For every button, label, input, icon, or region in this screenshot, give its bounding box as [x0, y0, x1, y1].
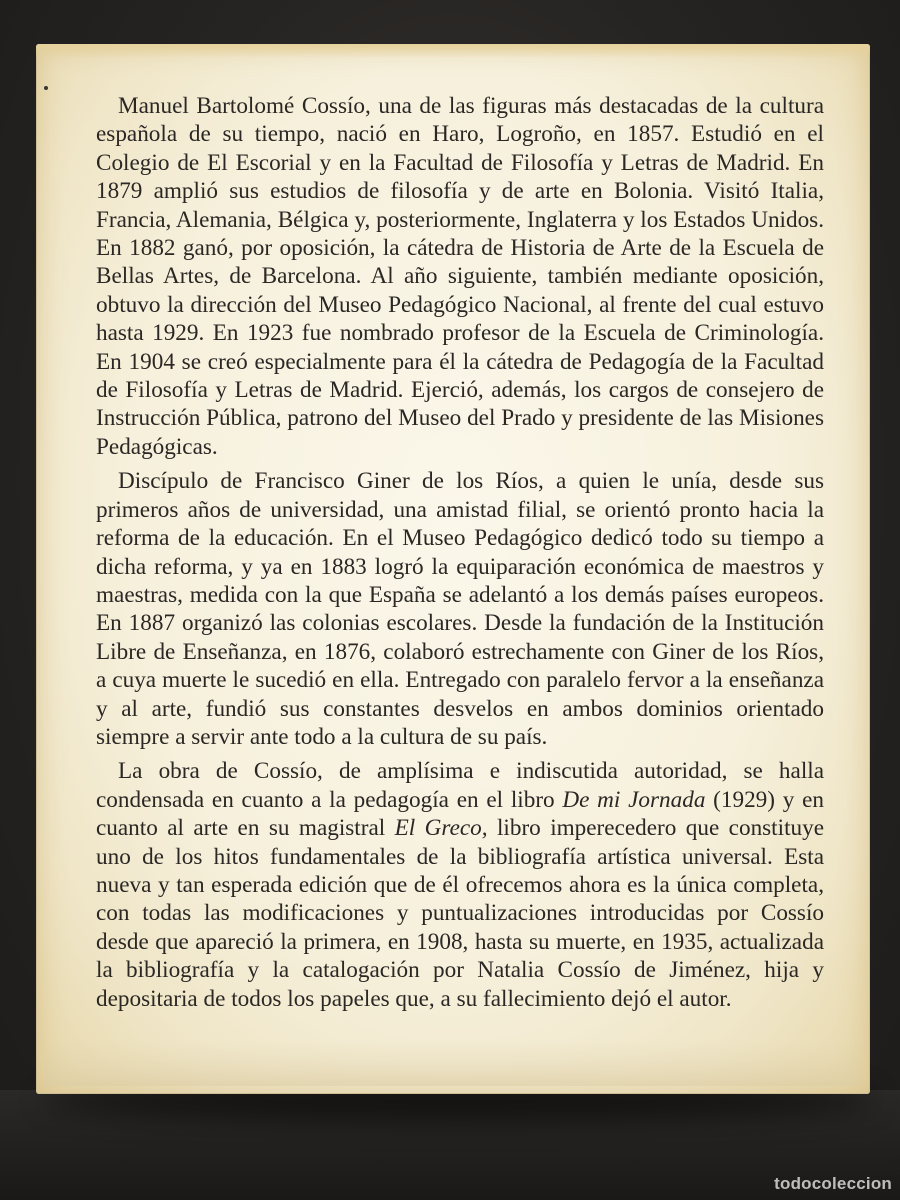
cover-top-edge	[36, 44, 870, 58]
book-title-de-mi-jornada: De mi Jornada	[562, 786, 706, 813]
paragraph-biography: Manuel Bartolomé Cossío, una de las figuras más destacadas de la cultura española de su tiempo, nació en Haro, Logroño, en 1857. Estudió en el Colegio de El Escorial y en la Facultad de Filosofía y Letras de Madrid. En 1879 amplió sus estudios de filosofía y de arte en Bolonia. Visitó Italia, Francia, Alemania, Bélgica y, posteriormente, Inglaterra y los Estados Unidos. En 1882 ganó, por oposición, la cátedra de Historia de Arte de la Escuela de Bellas Artes, de Barcelona. Al año siguiente, también mediante oposición, obtuvo la dirección del Museo Pedagógico Nacional, al frente del cual estuvo hasta 1929. En 1923 fue nombrado profesor de la Escuela de Criminología. En 1904 se creó especialmente para él la cátedra de Pedagogía de la Facultad de Filosofía y Letras de Madrid. Ejerció, además, los cargos de consejero de Instrucción Pública, patrono del Museo del Prado y presidente de las Misiones Pedagógicas.	[96, 93, 824, 460]
paragraph-works-part-2: (1929) y en cuanto al arte en su magistral	[96, 786, 824, 842]
cover-bottom-edge	[44, 1040, 862, 1086]
watermark: todocoleccion	[774, 1174, 892, 1193]
paragraph-works-part-3: libro imperecedero que constituye uno de los hitos fundamentales de la bibliografía artística universal. Esta nueva y tan esperada edición que de él ofrecemos ahora es la única completa, con todas las modificaciones y puntualizaciones introducidas por Cossío desde que apareció la primera, en 1908, hasta su muerte, en 1935, actualizada la bibliografía y la catalogación por Natalia Cossío de Jiménez, hija y depositaria de todos los papeles que, a su fallecimiento dejó el autor.	[96, 815, 824, 1012]
paragraph-works	[96, 757, 824, 1013]
book-title-el-greco: El Greco,	[394, 815, 488, 842]
paragraph-pedagogy: Discípulo de Francisco Giner de los Ríos, a quien le unía, desde sus primeros años de universidad, una amistad filial, se orientó pronto hacia la reforma de la educación. En el Museo Pedagógico dedicó todo su tiempo a dicha reforma, y ya en 1883 logró la equiparación económica de maestros y maestras, medida con la que España se adelantó a los demás países europeos. En 1887 organizó las colonias escolares. Desde la fundación de la Institución Libre de Enseñanza, en 1876, colaboró estrechamente con Giner de los Ríos, a cuya muerte le sucedió en ella. Entregado con paralelo fervor a la enseñanza y al arte, fundió sus constantes desvelos en ambos dominios orientado siempre a servir ante todo a la cultura de su país.	[96, 468, 824, 750]
paragraph-works-part-1: La obra de Cossío, de amplísima e indiscutida autoridad, se halla condensada en cuanto a la pedagogía en el libro	[96, 758, 824, 813]
blurb-text	[96, 92, 824, 1019]
ink-dot	[44, 86, 48, 90]
